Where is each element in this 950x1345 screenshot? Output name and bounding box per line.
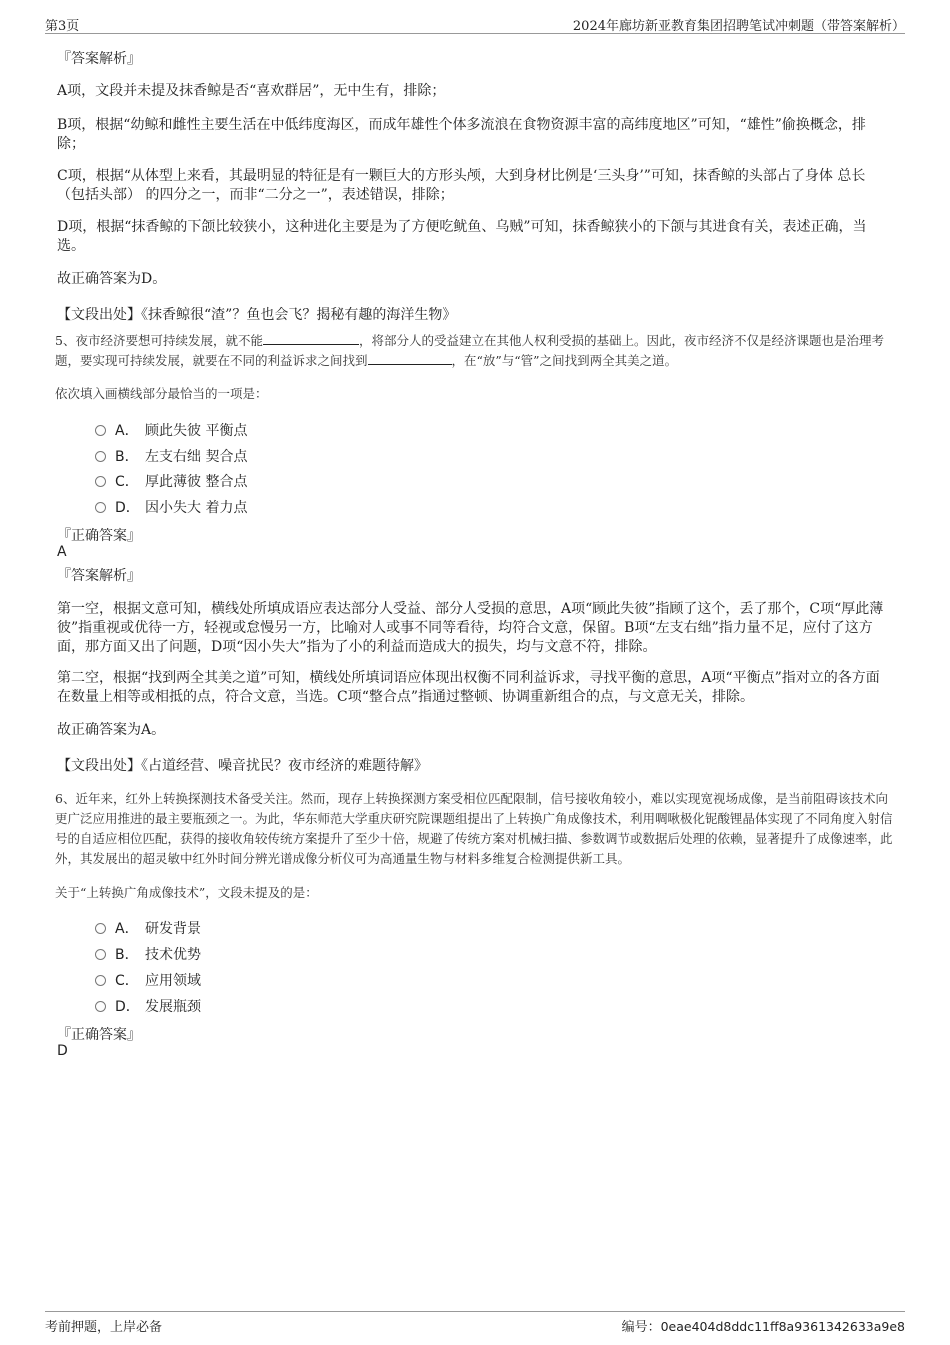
q5-blank-2 [368,352,452,365]
option-letter: D． [115,500,140,516]
option-text: 研发背景 [145,921,201,937]
q5-prompt: 依次填入画横线部分最恰当的一项是： [55,386,268,401]
option-letter: B． [115,449,139,465]
code-value: 0eae404d8ddc11ff8a9361342633a9e8 [660,1319,905,1334]
radio-icon[interactable] [95,1001,106,1012]
radio-icon[interactable] [95,451,106,462]
page-header [45,13,905,34]
document-code [622,1316,905,1335]
q5-answer: A [57,544,67,560]
q4-conclusion: 故正确答案为D。 [57,271,167,287]
radio-icon[interactable] [95,923,106,934]
option-letter: A． [115,921,139,937]
q6-prompt: 关于“上转换广角成像技术”，文段未提及的是： [55,885,318,900]
option-text: 厚此薄彼 整合点 [145,474,248,490]
q5-answer-label: 『正确答案』 [57,528,141,544]
q6-option-c[interactable] [95,970,201,990]
page-number: 第3页 [45,19,80,34]
q5-option-b[interactable] [95,446,247,466]
radio-icon[interactable] [95,975,106,986]
q5-analysis-1: 第一空，根据文意可知，横线处所填成语应表达部分人受益、部分人受损的意思，A项“顾此失彼”指顾了这个，丢了那个，C项“厚此薄彼”指重视或优待一方，轻视或怠慢另一方，比喻对人或事不同等看待，均符合文意，保留。B项“左支右绌”指力量不足，应付了这方面，那方面又出了问题，D项“因小失大”指为了小的利益而造成大的损失，均与文意不符，排除。 [57,601,884,655]
q5-stem-part3: ，在“放”与“管”之间找到两全其美之道。 [451,353,678,368]
radio-icon[interactable] [95,476,106,487]
q4-analysis-d: D项，根据“抹香鲸的下颌比较狭小，这种进化主要是为了方便吃鱿鱼、乌贼”可知，抹香鲸狭小的下颌与其进食有关，表述正确，当选。 [57,219,867,254]
code-label: 编号： [621,1320,661,1335]
q6-answer: D [57,1043,68,1059]
radio-icon[interactable] [95,425,106,436]
q5-analysis-2: 第二空，根据“找到两全其美之道”可知，横线处所填词语应体现出权衡不同利益诉求，寻找平衡的意思，A项“平衡点”指对立的各方面在数量上相等或相抵的点，符合文意，当选。C项“整合点”指通过整顿、协调重新组合的点，与文意无关，排除。 [57,670,880,705]
q4-analysis-label: 『答案解析』 [57,51,141,67]
option-letter: A． [115,423,139,439]
option-letter: C． [115,474,139,490]
option-text: 技术优势 [145,947,201,963]
q4-analysis-a: A项，文段并未提及抹香鲸是否“喜欢群居”，无中生有，排除； [57,83,446,99]
option-letter: B． [115,947,139,963]
q5-source: 【文段出处】《占道经营、噪音扰民？夜市经济的难题待解》 [57,758,428,774]
option-text: 应用领域 [145,973,201,989]
option-letter: D． [115,999,140,1015]
option-text: 顾此失彼 平衡点 [145,423,248,439]
q6-stem: 6、近年来，红外上转换探测技术备受关注。然而，现存上转换探测方案受相位匹配限制，信号接收角较小，难以实现宽视场成像，是当前阻碍该技术向更广泛应用推进的最主要瓶颈之一。为此，华东师范大学重庆研究院课题组提出了上转换广角成像技术，利用啁啾极化铌酸锂晶体实现了不同角度入射信号的自适应相位匹配，获得的接收角较传统方案提升了至少十倍，规避了传统方案对机械扫描、参数调节或数据后处理的依赖，显著提升了成像速率，此外，其发展出的超灵敏中红外时间分辨光谱成像分析仪可为高通量生物与材料多维复合检测提供新工具。 [55,791,893,866]
q5-stem [55,331,895,371]
q5-stem-part2: ，将部分人的受益建立在其他人权利受损的基础上。因此，夜市经济不仅是经济课题也是治理考题，要实现可持续发展，就要在不同的利益诉求之间找到 [55,333,884,368]
footer-slogan: 考前押题，上岸必备 [45,1320,163,1335]
option-text: 因小失大 着力点 [145,500,248,516]
q5-option-a[interactable] [95,420,247,440]
q5-option-d[interactable] [95,497,247,517]
option-text: 左支右绌 契合点 [145,449,248,465]
option-text: 发展瓶颈 [145,999,201,1015]
option-letter: C． [115,973,139,989]
page-footer [45,1311,905,1336]
q4-analysis-c: C项，根据“从体型上来看，其最明显的特征是有一颗巨大的方形头颅，大到身材比例是‘三头身’”可知，抹香鲸的头部占了身体 总长（包括头部） 的四分之一，而非“二分之一”，表述错误，排除； [57,168,866,203]
q5-analysis-label: 『答案解析』 [57,568,141,584]
radio-icon[interactable] [95,949,106,960]
q6-answer-label: 『正确答案』 [57,1027,141,1043]
radio-icon[interactable] [95,502,106,513]
document-title: 2024年廊坊新亚教育集团招聘笔试冲刺题（带答案解析） [572,19,905,34]
q6-option-d[interactable] [95,996,201,1016]
q5-stem-part1: 5、夜市经济要想可持续发展，就不能 [55,333,263,348]
q6-option-b[interactable] [95,944,201,964]
q4-source: 【文段出处】《抹香鲸很“渣”？鱼也会飞？揭秘有趣的海洋生物》 [57,307,457,323]
q5-option-c[interactable] [95,471,247,491]
q5-conclusion: 故正确答案为A。 [57,722,166,738]
q4-analysis-b: B项，根据“幼鲸和雌性主要生活在中低纬度海区，而成年雄性个体多流浪在食物资源丰富的高纬度地区”可知，“雄性”偷换概念，排除； [57,117,866,152]
q6-option-a[interactable] [95,918,201,938]
q5-blank-1 [263,332,359,345]
